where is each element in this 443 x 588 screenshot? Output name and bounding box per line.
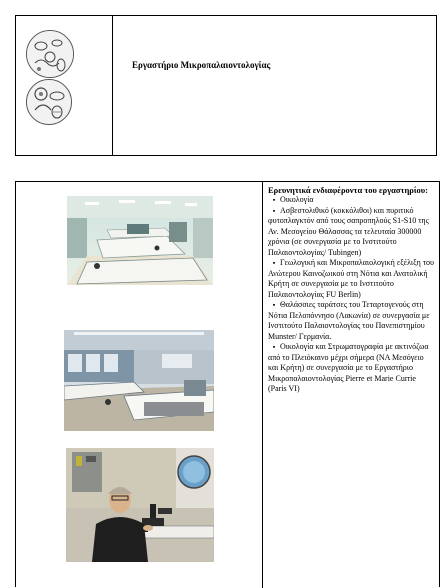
bullet-icon: ▪ xyxy=(272,206,276,215)
title-cell xyxy=(113,16,436,155)
microfossil-logo-top xyxy=(26,30,74,78)
microfossil-logo-bottom xyxy=(26,79,72,125)
lab-benches-photo xyxy=(64,330,214,431)
research-item: ▪ Οικολογία και Στρωματογραφία με ακτινόζωα από το Πλειόκαινο μέχρι σήμερα (ΝΑ Μεσόγειο και Κρήτη) σε συνεργασία με το Εργαστήριο Μικροπαλαιοντολογίας Pierre et Marie Currie (Paris VI) xyxy=(268,342,429,393)
content-table xyxy=(15,181,440,587)
research-item: ▪ Οικολογία xyxy=(268,195,435,206)
research-item: ▪ Θαλάσσιες ταράτσες του Τεταρτογενούς στη Νότια Πελοπόννησο (Λακωνία) σε συνεργασία με Ινστιτούτο Παλαιοντολογίας του Πανεπιστημίου Munster/ Γερμανία. xyxy=(268,300,430,341)
header-table xyxy=(15,15,437,156)
page-title: Εργαστήριο Μικροπαλαιοντολογίας xyxy=(132,60,271,70)
logo-cell xyxy=(16,16,113,155)
research-column xyxy=(263,182,439,588)
bullet-icon: ▪ xyxy=(272,301,276,309)
lab-room-photo xyxy=(67,196,213,285)
bullet-icon: ▪ xyxy=(272,259,276,267)
bullet-icon: ▪ xyxy=(272,196,276,204)
bullet-icon: ▪ xyxy=(272,343,276,351)
research-item: ▪ Ασβεστολιθικό (κοκκόλιθοι) και πυριτικό φυτοπλαγκτόν από τους σαπροπηλούς S1-S10 της Αν. Μεσογείου Θάλασσας τα τελευταία 300000 χρόνια (σε συνεργασία με το Ινστιτούτο Παλαιοντολογίας/ Tubingen) xyxy=(268,205,429,257)
research-heading: Ερευνητικά ενδιαφέροντα του εργαστηρίου: xyxy=(268,185,428,195)
research-item: ▪ Γεωλογική και Μικροπαλαιολογική εξέλιξη του Ανώτερου Καινοζωικού στη Νότια και Ανατολική Κρήτη σε συνεργασία με το Ινστιτούτο Παλαιοντολογίας FU Berlin) xyxy=(268,258,435,299)
photos-column xyxy=(16,182,263,588)
microscope-researcher-photo xyxy=(66,448,214,562)
